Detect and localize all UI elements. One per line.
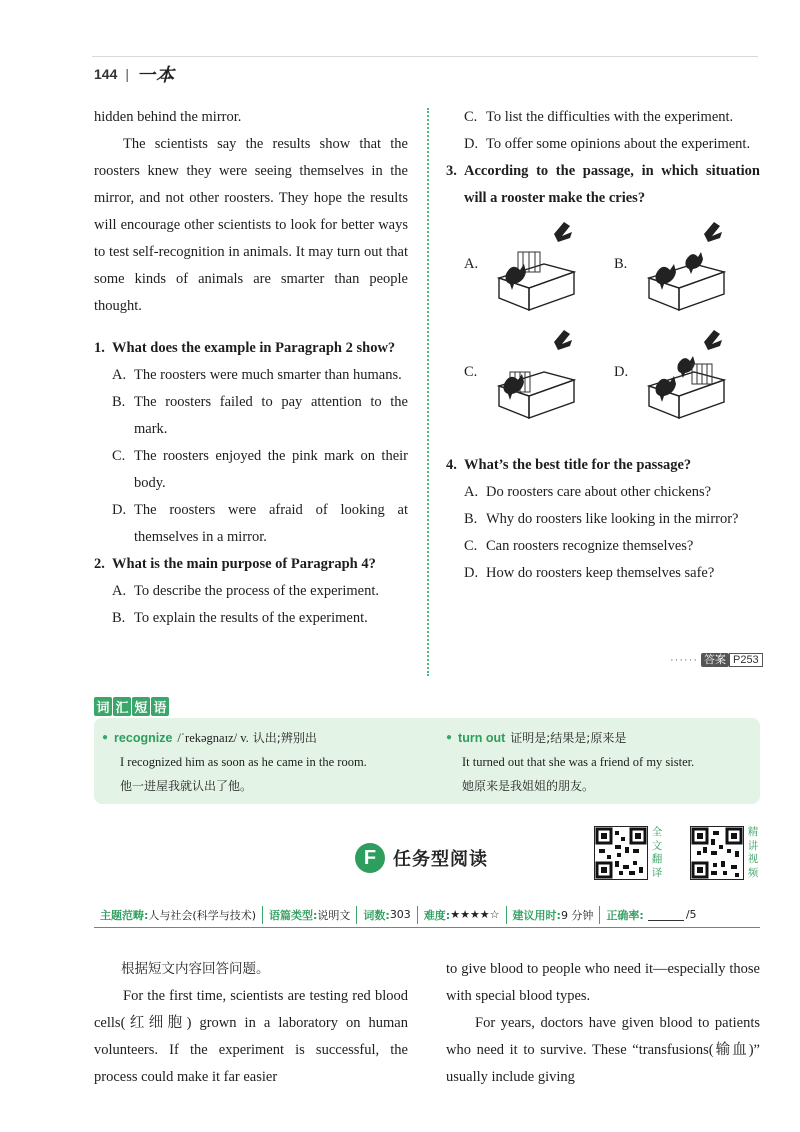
qr-code-icon[interactable] [690, 826, 744, 880]
rooster-images [446, 216, 760, 446]
paragraph: hidden behind the mirror. [94, 109, 242, 125]
question-4: 4. What’s the best title for the passage? [446, 457, 692, 473]
qr-translation[interactable] [594, 826, 664, 880]
question-1: 1. What does the example in Paragraph 2 show? [94, 340, 396, 356]
image-option-b[interactable]: B. [596, 216, 746, 324]
page-header [94, 62, 175, 86]
vocab-title: 词 汇 短 语 [94, 697, 169, 716]
paragraph: to give blood to people who need it—especially those with special blood types. [446, 961, 760, 1004]
accuracy-blank[interactable] [648, 909, 684, 921]
vocab-box [94, 718, 760, 804]
top-rule [92, 56, 758, 57]
option-2b[interactable]: B. To explain the results of the experiment. [112, 610, 368, 626]
rooster-box-illustration [634, 216, 734, 316]
vocab-item: ● turn out 证明是;结果是;原来是 It turned out that she was a friend of my sister. 她原来是我姐姐的朋友。 [446, 726, 756, 798]
option-1c[interactable]: C. The roosters enjoyed the pink mark on their body. [112, 448, 408, 491]
left-column [94, 104, 408, 632]
section-heading [355, 843, 488, 873]
instruction: 根据短文内容回答问题。 [121, 961, 270, 977]
option-4a[interactable]: A. Do roosters care about other chickens? [464, 484, 712, 500]
column-divider [427, 108, 429, 676]
qr-label: 全 文 翻 译 [651, 826, 663, 879]
option-2d[interactable]: D. To offer some opinions about the experiment. [464, 136, 751, 152]
passage-right [446, 956, 760, 1091]
option-2a[interactable]: A. To describe the process of the experiment. [112, 583, 379, 599]
passage-left [94, 956, 408, 1091]
option-4c[interactable]: C. Can roosters recognize themselves? [464, 538, 694, 554]
right-column [446, 104, 760, 587]
option-2c[interactable]: C. To list the difficulties with the experiment. [464, 109, 734, 125]
image-option-d[interactable]: D. [596, 324, 746, 432]
paragraph: For the first time, scientists are testing red blood cells(红细胞) grown in a laboratory on human volunteers. If the experiment is successful, the process could make it far easier [94, 988, 408, 1085]
option-4b[interactable]: B. Why do roosters like looking in the mirror? [464, 511, 739, 527]
rooster-box-illustration [484, 216, 584, 316]
rooster-box-illustration [484, 324, 584, 424]
brand-logo: 一本 [137, 65, 175, 86]
option-1d[interactable]: D. The roosters were afraid of looking at themselves in a mirror. [112, 502, 408, 545]
image-option-a[interactable]: A. [446, 216, 596, 324]
paragraph: The scientists say the results show that the roosters knew they were seeing themselves in the mirror, and not other roosters. They hope the results will encourage other scientists to look for better ways to test self-recognition in animals. It may turn out that some kinds of animals are smarter than people thought. [94, 136, 408, 314]
question-2: 2. What is the main purpose of Paragraph 4? [94, 556, 376, 572]
rooster-box-illustration [634, 324, 734, 424]
answer-reference[interactable]: ······ 答案 P253 [670, 653, 763, 667]
vocab-item: ● recognize /ˈrekəgnaɪz/ v. 认出;辨别出 I recognized him as soon as he came in the room. 他一进屋我就认出了他。 [102, 726, 422, 798]
info-bar: 主题范畴: 人与社会(科学与技术) 语篇类型: 说明文 词数: 303 难度: ★★★★☆ 建议用时: 9 分钟 正确率: /5 [94, 902, 760, 928]
page-number: 144 [94, 66, 118, 82]
bullet-icon: ● [102, 732, 109, 743]
option-1a[interactable]: A. The roosters were much smarter than humans. [112, 367, 402, 383]
header-separator: | [125, 66, 129, 82]
qr-code-icon[interactable] [594, 826, 648, 880]
option-4d[interactable]: D. How do roosters keep themselves safe? [464, 565, 715, 581]
paragraph: For years, doctors have given blood to patients who need it to survive. These “transfusions(输血)” usually include giving [446, 1015, 760, 1085]
section-letter-badge: F [355, 843, 385, 873]
question-3: 3. According to the passage, in which situation will a rooster make the cries? [446, 163, 760, 206]
qr-video[interactable] [690, 826, 760, 880]
section-title: 任务型阅读 [393, 849, 488, 870]
bullet-icon: ● [446, 732, 453, 743]
option-1b[interactable]: B. The roosters failed to pay attention to the mark. [112, 394, 408, 437]
qr-label: 精 讲 视 频 [747, 826, 759, 879]
image-option-c[interactable]: C. [446, 324, 596, 432]
